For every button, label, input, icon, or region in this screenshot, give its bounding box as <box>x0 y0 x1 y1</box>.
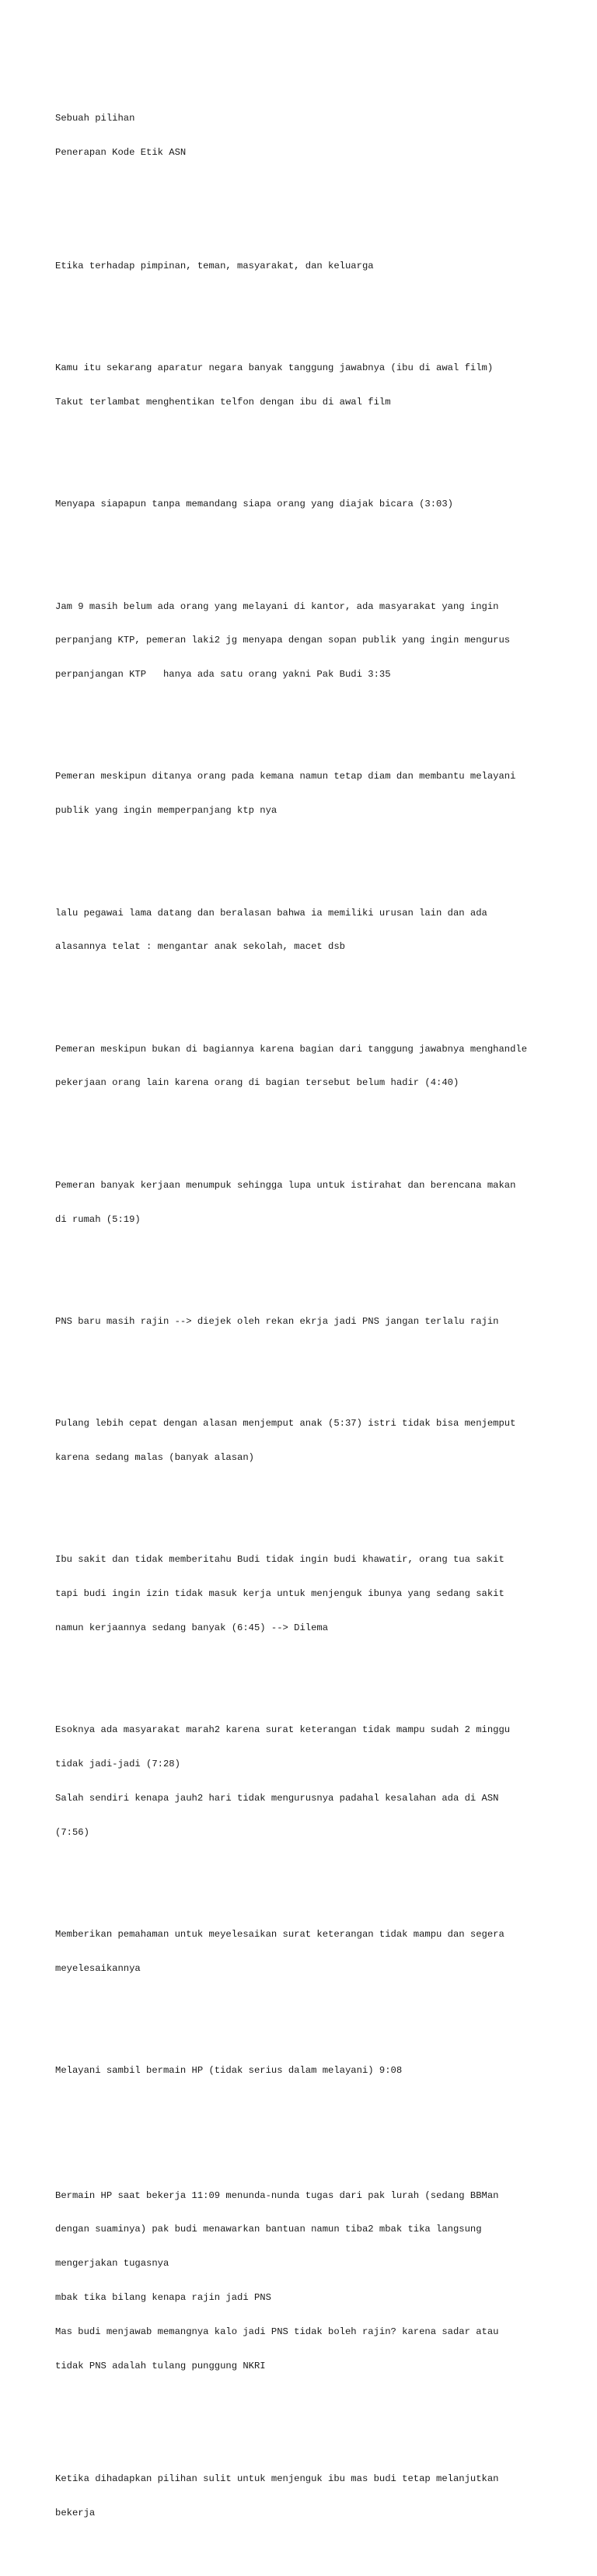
paragraph <box>55 1293 553 1350</box>
paragraph-line: Takut terlambat menghentikan telfon dengan ibu di awal film <box>55 396 391 408</box>
paragraph-line: dengan suaminya) pak budi menawarkan bantuan namun tiba2 mbak tika langsung <box>55 2224 482 2235</box>
paragraph <box>55 2167 553 2394</box>
paragraph <box>55 1702 553 1860</box>
paragraph-line: Bermain HP saat bekerja 11:09 menunda-nunda tugas dari pak lurah (sedang BBMan <box>55 2189 499 2201</box>
paragraph <box>55 1531 553 1657</box>
paragraph-line: Pemeran meskipun ditanya orang pada kemana namun tetap diam dan membantu melayani <box>55 771 516 782</box>
paragraph-line: alasannya telat : mengantar anak sekolah, macet dsb <box>55 941 345 953</box>
paragraph-line: publik yang ingin memperpanjang ktp nya <box>55 805 278 817</box>
document-title <box>55 90 553 181</box>
paragraph-line: Melayani sambil bermain HP (tidak serius dalam melayani) 9:08 <box>55 2065 403 2077</box>
paragraph <box>55 578 553 703</box>
paragraph <box>55 2451 553 2542</box>
paragraph-line: perpanjang KTP, pemeran laki2 jg menyapa dengan sopan publik yang ingin mengurus <box>55 635 511 646</box>
paragraph-line: mbak tika bilang kenapa rajin jadi PNS <box>55 2291 271 2303</box>
paragraph-line: Pulang lebih cepat dengan alasan menjemput anak (5:37) istri tidak bisa menjemput <box>55 1418 516 1430</box>
document-body <box>55 56 553 2576</box>
paragraph-line: tidak PNS adalah tulang punggung NKRI <box>55 2360 266 2371</box>
paragraph-line: Kamu itu sekarang aparatur negara banyak tanggung jawabnya (ibu di awal film) <box>55 362 494 374</box>
paragraph <box>55 340 553 431</box>
paragraph-line: di rumah (5:19) <box>55 1213 141 1225</box>
paragraph-line: bekerja <box>55 2508 96 2519</box>
paragraph <box>55 748 553 839</box>
paragraph-line: perpanjangan KTP hanya ada satu orang yakni Pak Budi 3:35 <box>55 669 391 681</box>
paragraph-line: Menyapa siapapun tanpa memandang siapa orang yang diajak bicara (3:03) <box>55 499 453 510</box>
paragraph-line: Esoknya ada masyarakat marah2 karena surat keterangan tidak mampu sudah 2 minggu <box>55 1724 511 1736</box>
paragraph-line: lalu pegawai lama datang dan beralasan bahwa ia memiliki urusan lain dan ada <box>55 907 487 919</box>
paragraph-line: Memberikan pemahaman untuk meyelesaikan surat keterangan tidak mampu dan segera <box>55 1928 504 1940</box>
paragraph-line: Ibu sakit dan tidak memberitahu Budi tidak ingin budi khawatir, orang tua sakit <box>55 1554 504 1566</box>
paragraph <box>55 884 553 975</box>
paragraph-line: Ketika dihadapkan pilihan sulit untuk menjenguk ibu mas budi tetap melanjutkan <box>55 2473 499 2485</box>
paragraph-line: tidak jadi-jadi (7:28) <box>55 1759 180 1770</box>
paragraph <box>55 1395 553 1486</box>
paragraph-line: mengerjakan tugasnya <box>55 2258 169 2270</box>
paragraph-line: Etika terhadap pimpinan, teman, masyarakat, dan keluarga <box>55 260 374 271</box>
paragraph-line: Pemeran meskipun bukan di bagiannya karena bagian dari tanggung jawabnya menghandle <box>55 1043 528 1055</box>
paragraph-line: meyelesaikannya <box>55 1962 141 1974</box>
paragraph <box>55 476 553 533</box>
paragraph-line: Salah sendiri kenapa jauh2 hari tidak mengurusnya padahal kesalahan ada di ASN <box>55 1792 499 1804</box>
paragraph <box>55 1906 553 1997</box>
paragraph-line: karena sedang malas (banyak alasan) <box>55 1452 254 1464</box>
paragraph-line: namun kerjaannya sedang banyak (6:45) --> Dilema <box>55 1622 329 1633</box>
paragraph <box>55 2042 553 2099</box>
paragraph-line: tapi budi ingin izin tidak masuk kerja untuk menjenguk ibunya yang sedang sakit <box>55 1588 504 1600</box>
title-line: Sebuah pilihan <box>55 112 135 124</box>
paragraph-line: Jam 9 masih belum ada orang yang melayani di kantor, ada masyarakat yang ingin <box>55 600 499 612</box>
paragraph-line: pekerjaan orang lain karena orang di bagian tersebut belum hadir (4:40) <box>55 1077 459 1089</box>
paragraph-line: (7:56) <box>55 1826 89 1838</box>
paragraph <box>55 238 553 295</box>
paragraph-line: Mas budi menjawab memangnya kalo jadi PNS tidak boleh rajin? karena sadar atau <box>55 2326 499 2337</box>
paragraph-line: Pemeran banyak kerjaan menumpuk sehingga lupa untuk istirahat dan berencana makan <box>55 1179 516 1191</box>
subtitle-line: Penerapan Kode Etik ASN <box>55 146 187 158</box>
paragraph <box>55 1157 553 1248</box>
paragraph <box>55 1020 553 1111</box>
paragraph-line: PNS baru masih rajin --> diejek oleh rekan ekrja jadi PNS jangan terlalu rajin <box>55 1315 499 1327</box>
